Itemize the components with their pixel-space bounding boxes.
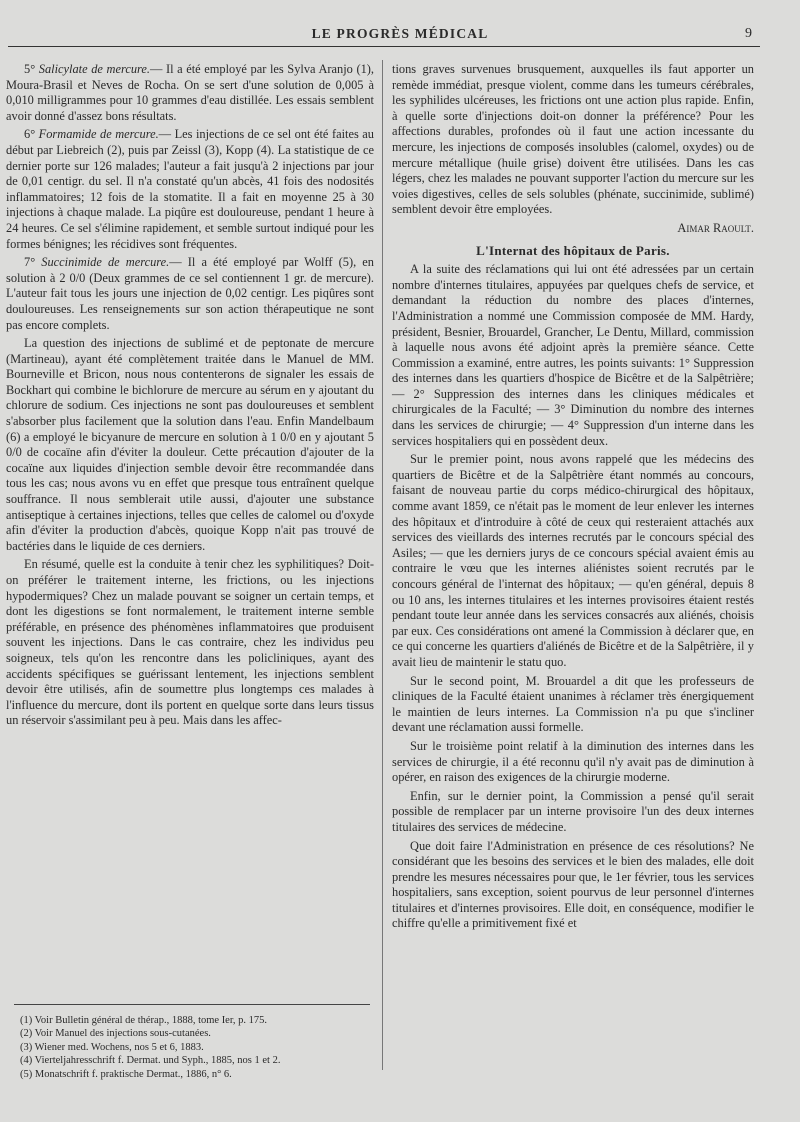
footnote-rule xyxy=(14,1004,370,1005)
page-number: 9 xyxy=(745,26,752,41)
paragraph-dernier-point: Enfin, sur le dernier point, la Commission a pensé qu'il serait possible de remplacer par un interne provisoire l'un des deux internes titulaires des services de médecine. xyxy=(392,788,754,834)
item-text: — Il a été employé par les Sylva Aranjo (1), Moura-Brasil et Neves de Rocha. On se sert d'une solution de 0,005 à 0,010 milligrammes pour 10 grammes d'eau distillée. Les essais semblent avoir donné d'assez bons résultats. xyxy=(6,62,374,123)
paragraph-continuation: tions graves survenues brusquement, auxquelles ils faut apporter un remède immédiat, presque violent, comme dans les tumeurs cérébrales, les syphilides ulcéreuses, les frictions ont une action plus rapide. Enfin, à quelle sorte d'injections doit-on donner la préférence? Pour les affections durables, profondes où il faut une action incessante du mercure, les injections de composés insolubles (calomel, oxydes) ou de mercure métallique (huile grise) doivent être utilisées. Dans les cas légers, chez les malades ne pouvant supporter l'action du mercure sur les voies digestives, celles de sels solubles (phénate, succinimide, sublimé) semblent devoir être employées. xyxy=(392,62,754,217)
journal-title: LE PROGRÈS MÉDICAL xyxy=(311,26,489,41)
paragraph-second-point: Sur le second point, M. Brouardel a dit que les professeurs de cliniques de la Faculté étaient unanimes à réclamer très énergiquement le maintien de leurs internes. La Commission n'a pu que s'incliner devant une réclamation aussi formelle. xyxy=(392,673,754,735)
footnote: (4) Vierteljahresschrift f. Dermat. und Syph., 1885, nos 1 et 2. xyxy=(20,1055,281,1067)
item-number: 7° xyxy=(24,255,36,270)
footnote: (5) Monatschrift f. praktische Dermat., 1886, n° 6. xyxy=(20,1068,232,1080)
item-title: Salicylate de mercure. xyxy=(38,62,150,76)
column-separator xyxy=(382,60,383,1070)
section-title: L'Internat des hôpitaux de Paris. xyxy=(476,242,670,258)
paragraph-sublime: La question des injections de sublimé et de peptonate de mercure (Martineau), ayant été complètement traitée dans le Manuel de MM. Bourneville et Bricon, nous nous contenterons de signaler les essais de Bockhart qui combine le bichlorure de mercure au sérum en y ajoutant du chlorure de sodium. Ces injections ne sont pas douloureuses et semblent s'absorber plus facilement que la solution dans l'eau. Enfin Mandelbaum (6) a employé le bicyanure de mercure en solution à 1 0/0 en y ajoutant 5 0/0 de cocaïne afin d'éviter la douleur. Cette précaution d'ajouter de la cocaïne aux liquides d'injection semble devoir être recommandée dans tous les cas; nous avons vu en effet que presque tous entraînent quelque souffrance. Il nous semblerait utile aussi, d'ajouter une substance antiseptique à certaines injections, telles que celles de calomel ou d'oxyde afin d'éviter la production d'abcès, quoique Kopp n'ait pas trouvé de bactéries dans le liquide de ces derniers. xyxy=(6,336,374,553)
paragraph-succinimide xyxy=(6,255,374,333)
footnote: (2) Voir Manuel des injections sous-cutanées. xyxy=(20,1028,211,1040)
item-text: — Les injections de ce sel ont été faites au début par Liebreich (2), puis par Zeissl (3), Kopp (4). La statistique de ce dernier porte sur 126 malades; l'auteur a fait jusqu'à 2 injections par jour de 0,01 centigr. du sel. Il n'a constaté qu'un abcès, 41 fois des nodosités inflammatoires; 12 fois de la stomatite. Il a fait en moyenne 25 à 30 injections à chaque malade. La piqûre est douloureuse, pendant 1 heure à 24 heures. Ce sel s'élimine rapidement, et semble surtout indiqué pour les formes bénignes; les récidives sont fréquentes. xyxy=(6,127,374,251)
left-column xyxy=(6,62,374,732)
paragraph-administration: Que doit faire l'Administration en présence de ces résolutions? Ne considérant que les besoins des services et le bien des malades, elle doit prendre les mesures nécessaires pour que, le 1er février, tous les services hospitaliers, sans exception, soient pourvus de leur personnel d'internes titulaires et d'internes provisoires. Elle doit, en conséquence, modifier le chiffre qu'elle a primitivement fixé et xyxy=(392,838,754,931)
item-title: Formamide de mercure. xyxy=(38,127,159,142)
right-column xyxy=(392,62,754,935)
paragraph-premier-point: Sur le premier point, nous avons rappelé que les médecins des quartiers de Bicêtre et de la Salpêtrière étant nommés au concours, faisant de nouveau partie du corps médico-chirurgical des hôpitaux, comme avant 1859, ce n'était pas le moment de leur enlever les internes des hôpitaux et d'introduire à côté de ceux qui resteraient attachés aux services des vieillards des internes recrutés par le concours spécial des Asiles; — que les derniers jurys de ce concours spécial avaient émis au contraire le vœu que les internes aliénistes soient recrutés par le concours général de l'internat des hôpitaux; — qu'en général, depuis 8 ou 10 ans, les internes titulaires et les internes provisoires étaient restés pendant toute leur année dans les services consacrés aux aliénés, choisis par eux. Ces considérations ont amené la Commission à déclarer que, en ce qui concerne les quartiers d'aliénés de Bicêtre et de la Salpêtrière, il y avait lieu de maintenir le statu quo. xyxy=(392,452,754,669)
footnote: (3) Wiener med. Wochens, nos 5 et 6, 1883. xyxy=(20,1041,204,1053)
footnotes xyxy=(20,1014,376,1081)
item-number: 5° xyxy=(24,62,36,76)
paragraph-salicylate xyxy=(6,62,374,124)
header-rule xyxy=(8,46,760,47)
paragraph-troisieme-point: Sur le troisième point relatif à la diminution des internes dans les services de chirurgie, il a été reconnu qu'il n'y avait pas de diminution à opérer, en raison des exigences de la chirurgie moderne. xyxy=(392,738,754,785)
paragraph-formamide xyxy=(6,127,374,252)
paragraph-commission: A la suite des réclamations qui lui ont été adressées par un certain nombre d'internes titulaires, appuyées par quelques chefs de service, et demandant la réduction du nombre des places d'internes, l'Administration a nommé une Commission composée de MM. Hardy, président, Besnier, Brouardel, Grancher, Le Dentu, Millard, commission à laquelle nous avons été adjoint après la première séance. Cette Commission a examiné, entre autres, les points suivants: 1° Suppression des internes dans les quartiers d'hospice de Bicêtre et de la Salpêtrière; — 2° Suppression des internes dans les cliniques médicales et chirurgicales de la Faculté; — 3° Diminution du nombre des internes dans les services de chirurgie; — 4° Suppression d'un interne dans les services hospitaliers qui en possèdent deux. xyxy=(392,262,754,448)
item-title: Succinimide de mercure. xyxy=(41,255,170,270)
item-number: 6° xyxy=(24,127,36,142)
paragraph-resume: En résumé, quelle est la conduite à tenir chez les syphilitiques? Doit-on préférer le traitement interne, les frictions, ou les injections hypodermiques? Chez un malade pouvant se soigner un certain temps, et dont les digestions se font normalement, le traitement interne semble préférable, en présence des phénomènes inflammatoires que produisent souvent les injections. Dans le cas contraire, chez les individus peu soigneux, tels qu'on les rencontre dans les policliniques, ayant des accidents spécifiques se guérissant lentement, les injections semblent devoir être utilisés, afin de soumettre plus longtemps ces malades à l'influence du mercure, dont ils portent en quelque sorte dans leurs tissus un réservoir s'assimilant peu à peu. Mais dans les affec- xyxy=(6,557,374,728)
footnote: (1) Voir Bulletin général de thérap., 1888, tome Ier, p. 175. xyxy=(20,1015,268,1026)
item-text: — Il a été employé par Wolff (5), en solution à 2 0/0 (Deux grammes de ce sel contiennent 1 gr. de mercure). L'auteur fait tous les jours une injection de 0,02 centigr. Les piqûres sont douloureuses. Les renseignements sur son action thérapeutique ne sont pas encore complets. xyxy=(6,255,374,332)
page-header xyxy=(0,26,800,46)
author-signature: Aimar Raoult. xyxy=(677,220,754,235)
